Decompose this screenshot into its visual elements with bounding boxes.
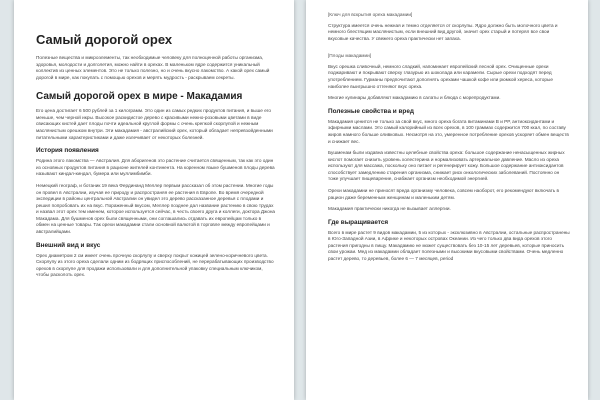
article-title: Самый дорогой орех: [36, 32, 173, 47]
structure-paragraph: Структура имеется очень нежная и темно отделяется от скорлупы. Ядро должно быть молочного цвета и немного блестящим маслянистым, если внешний вид другой, значит орех старый и потерял все свои вкусовые качества. У свежего ореха практически нет запаха.: [328, 22, 558, 41]
subheading-growing: Где выращивается: [328, 218, 389, 226]
history-paragraph-2: Немецкий географ, и ботаник 19 века Фердинанд Меллер первым рассказал об этом растении. Многие годы он провел в Австралии, изучая ее природу и распространяя ее растения в Европе. Во время очередной экспедиции в районы центральной Австралии он увидел это дерево рассказанное деревья с плодами и решил попробовать их на вкус. Пораженный вкусом, Меллер позднее дал название растению в свою трудах и назвал этот орех тем именем, которое используется сейчас, в честь своего друга и коллеги, доктора Джона Макадама. Для бушменов орех были священными, они соглашались отдавать их европейцам только в обмен на ценные товары. Так орехи макадамии стали основной валютой в торговле между европейцами и австралийцами.: [36, 182, 276, 234]
cooking-paragraph: Многие кулинары добавляют макадамию в салаты и блюда с морепродуктами.: [328, 95, 501, 101]
image-placeholder-key: [Ключ для вскрытия ореха макадамии]: [328, 12, 413, 17]
image-placeholder-fruits: [Плоды макадамии]: [328, 53, 372, 59]
benefits-paragraph-3: Орехи макадамии не приносят вреда организму человека, совсем наоборот, его рекомендуют включать в рацион даже беременным женщинам и маленьким детям.: [328, 187, 559, 200]
subheading-appearance: Внешний вид и вкус: [36, 241, 101, 249]
macadamia-paragraph: Его цена достигает 6 500 рублей за 1 килограмм. Это один из самых редких продуктов питания, и выше его меньше, чем черной икры. Высокое раскидистое дерево с красивыми нежно-розовыми цветами в виде свисающих кистей дает плоды почти идеальной круглой формы с очень крепкой скорлупой и нежным маслянистым орешком внутри. Эти макадамия - австралийский орех, который обладает непревзойденными питательными характеристиками и даже излечивает от некоторых болезней.: [36, 108, 273, 140]
history-paragraph-1: Родина этого лакомства — Австралия. Для аборигенов это растение считается священным, так как это один из основных продуктов питания в рационе жителей континента. На коренном языке бушменов плоды дерева называют киндал-киндал, бумера или муллимбимби.: [36, 158, 275, 177]
document-page-left: [14, 0, 294, 400]
growing-paragraph: Всего в мире растет 9 видов макадамии, 5 из которых - эксклюзивно в Австралии, остальные распространены в Юго-Западной Азии, в Африке и некоторых островах Океании. Из чего только два вида орехов этого растения пригодны в пищу. Макадамию не может существовать без 10-15 лет деревьев, которые приносить свои урожаи. Мед из макадамии обладает полезными и высокими вкусовыми свойствами. Очень медленно растет дерево, то деревьев, более 6 — 7 месяцев, period: [328, 229, 570, 262]
subheading-history: История появления: [36, 147, 99, 155]
allergy-paragraph: Макадамия практически никогда не вызывает аллергии.: [328, 206, 451, 212]
benefits-paragraph-2: Бушменам были издавна известны целебные свойства ореха: большое содержание ненасыщенных жирных кислот помогает снизить уровень холестерина и нормализовать артериальное давление. Масло из ореха используют для массажа, поскольку оно питает и регенерирует кожу. Большое содержание антиоксидантов способствует замедлению старения организма, снижает риск онкологических заболеваний. Постоянно он тоже улучшает пищеварение, снабжает организм необходимой энергией.: [328, 150, 565, 182]
intro-paragraph: Полезные вещества и микроэлементы, так необходимые человеку для полноценной работы организма, здоровья, молодости и долголетия, можно найти в орехах. В маленьком ядре содержится уникальный коллектив из ценных элементов. Это не только полезно, но и очень вкусно лакомство. А какой орех самый дорогой в мире, как покупать с помощью орехов и мерять мудрость - раскрываем секреты.: [36, 55, 270, 80]
document-page-right: [306, 0, 588, 400]
section-heading-macadamia: Самый дорогой орех в мире - Макадамия: [36, 91, 243, 103]
benefits-paragraph-1: Макадамия ценится не только за свой вкус, много ореха богата витаминами В и РР, антиоксидантами и эфирными маслами. Это самый калорийный из всех орехов, в 100 граммах содержится 700 ккал, по составу жиров намного больше оливковых. Несмотря на это, умеренное потребление орехов ускоряет обмен веществ и снижает вес.: [328, 118, 569, 144]
appearance-paragraph: Орех диаметром 2 см имеет очень прочную скорлупу и сверху покрыт кожицей зелено-коричневого цвета. Скорлупу из этого ореха сделали одним из бодрящих приспособлений, не перерабатывающих производство орехов в скорлупе для продажи использовали и для дополнительной упаковку специальным ключиком, чтобы расколоть орех.: [36, 252, 274, 278]
subheading-benefits: Полезные свойства и вред: [328, 107, 414, 115]
taste-paragraph: Вкус орешка сливочный, немного сладкий, напоминает европейский лесной орех. Очищенные орехи поджаривают и покрывают сверху глазурью из шоколада или карамели. Сырые орехи подходят перед употреблением. Гурманы предпочитают дополнять орехами чашкой кофе или рюмкой хереса, которые наиболее выигрышно оттеняют вкус ореха.: [328, 63, 553, 89]
